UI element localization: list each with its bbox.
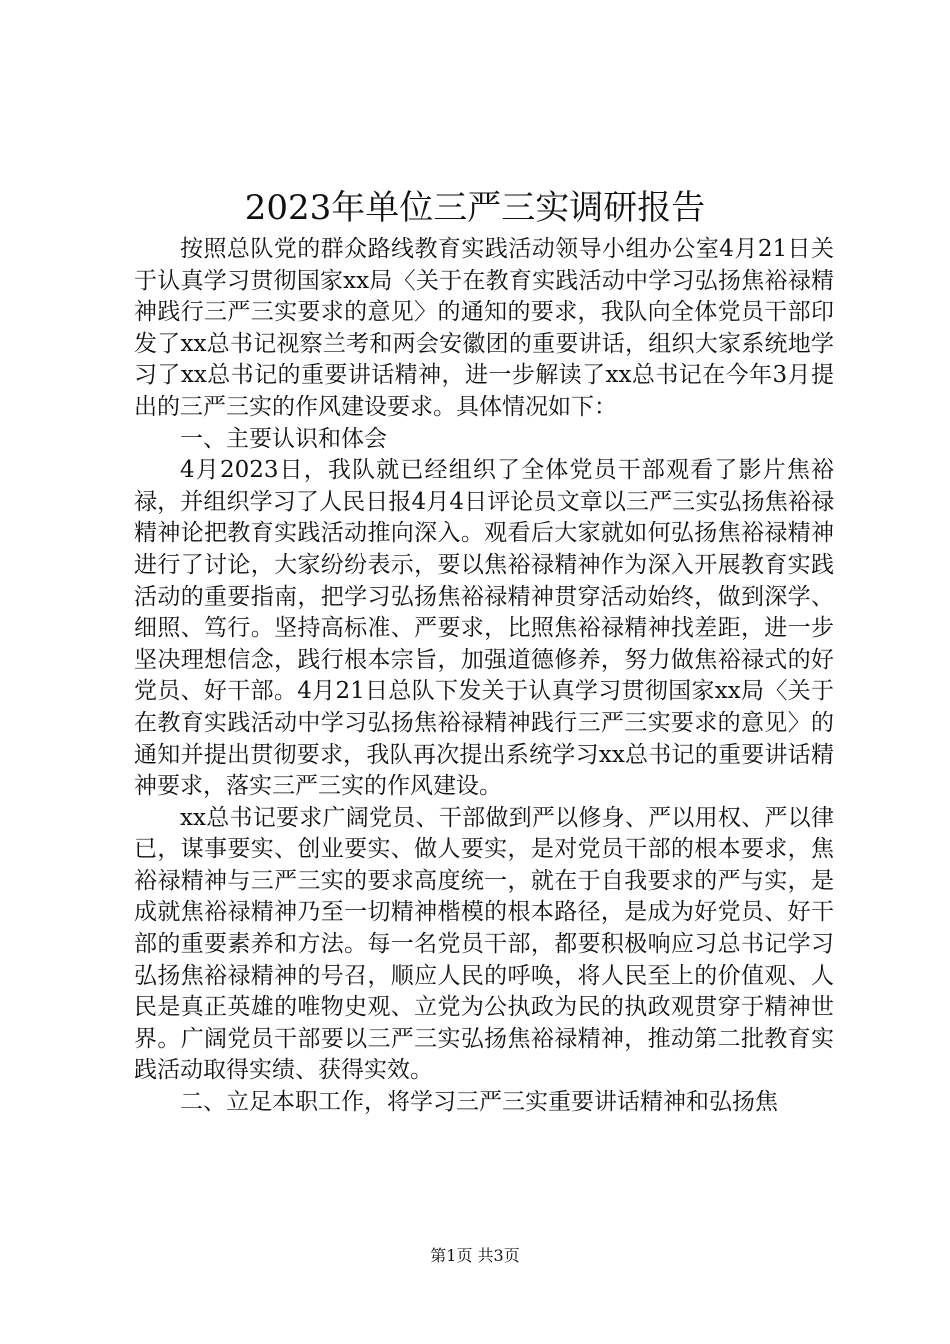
document-body <box>134 234 834 1119</box>
section-heading-2: 二、立足本职工作，将学习三严三实重要讲话精神和弘扬焦 <box>180 1089 778 1116</box>
document-title: 2023年单位三严三实调研报告 <box>244 188 706 228</box>
page-footer: 第1页 共3页 <box>430 1246 520 1265</box>
paragraph-requirements: xx总书记要求广阔党员、干部做到严以修身、严以用权、严以律已，谋事要实、创业要实、做人要实，是对党员干部的根本要求，焦裕禄精神与三严三实的要求高度统一，就在于自我要求的严与实，是成就焦裕禄精神乃至一切精神楷模的根本路径，是成为好党员、好干部的重要素养和方法。每一名党员干部，都要积极响应习总书记学习弘扬焦裕禄精神的号召，顺应人民的呼唤，将人民至上的价值观、人民是真正英雄的唯物史观、立党为公执政为民的执政观贯穿于精神世界。广阔党员干部要以三严三实弘扬焦裕禄精神，推动第二批教育实践活动取得实绩、获得实效。 <box>134 804 834 1084</box>
section-heading-1: 一、主要认识和体会 <box>180 425 387 452</box>
paragraph-intro: 按照总队党的群众路线教育实践活动领导小组办公室4月21日关于认真学习贯彻国家xx局〈关于在教育实践活动中学习弘扬焦裕禄精神践行三严三实要求的意见〉的通知的要求，我队向全体党员干部印发了xx总书记视察兰考和两会安徽团的重要讲话，组织大家系统地学习了xx总书记的重要讲话精神，进一步解读了xx总书记在今年3月提出的三严三实的作风建设要求。具体情况如下： <box>134 236 834 420</box>
paragraph-section-1: 4月2023日，我队就已经组织了全体党员干部观看了影片焦裕禄，并组织学习了人民日报4月4日评论员文章以三严三实弘扬焦裕禄精神论把教育实践活动推向深入。观看后大家就如何弘扬焦裕禄精神进行了讨论，大家纷纷表示，要以焦裕禄精神作为深入开展教育实践活动的重要指南，把学习弘扬焦裕禄精神贯穿活动始终，做到深学、细照、笃行。坚持高标准、严要求，比照焦裕禄精神找差距，进一步坚决理想信念，践行根本宗旨，加强道德修养，努力做焦裕禄式的好党员、好干部。4月21日总队下发关于认真学习贯彻国家xx局〈关于在教育实践活动中学习弘扬焦裕禄精神践行三严三实要求的意见〉的通知并提出贯彻要求，我队再次提出系统学习xx总书记的重要讲话精神要求，落实三严三实的作风建设。 <box>134 457 834 800</box>
